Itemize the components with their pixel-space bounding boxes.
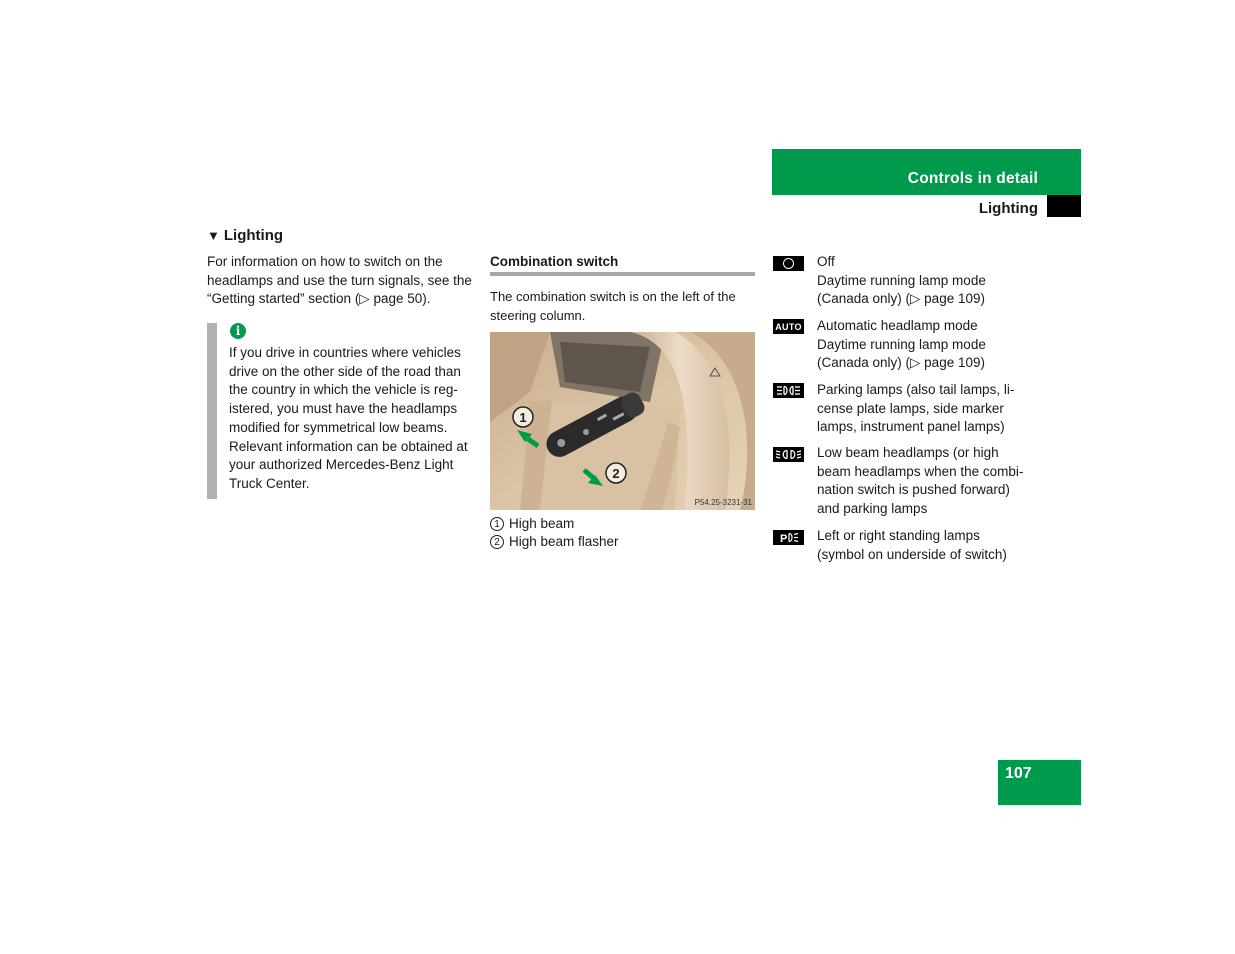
section-marker [1047, 195, 1081, 217]
parking-line-2: cense plate lamps, side marker [817, 400, 1004, 416]
combination-switch-heading: Combination switch [490, 254, 755, 276]
auto-line-1: Automatic headlamp mode [817, 318, 978, 333]
note-bar [207, 323, 217, 499]
auto-symbol-icon [773, 319, 804, 334]
off-line-1: Off [817, 254, 835, 269]
parking-line-3: lamps, instrument panel lamps) [817, 419, 1005, 435]
triangle-down-icon: ▼ [207, 228, 220, 243]
svg-text:P: P [779, 533, 787, 543]
parking-line-1: Parking lamps (also tail lamps, li- [817, 382, 1015, 397]
standing-line-1: Left or right standing lamps [817, 528, 980, 543]
standing-lamps-glyph [778, 532, 800, 543]
low-beam-line-3: nation switch is pushed forward) [817, 482, 1010, 498]
low-beam-icon [773, 447, 804, 462]
combination-switch-photo [490, 332, 755, 510]
off-line-3: (Canada only) (▷ page 109) [817, 291, 985, 307]
lighting-heading-text: Lighting [223, 227, 284, 244]
chapter-header-bar [772, 149, 1081, 195]
caption-text: High beam [509, 516, 575, 531]
auto-symbol-text: AUTO [775, 321, 802, 332]
lighting-heading [207, 227, 283, 244]
standing-lamps-icon [773, 530, 804, 545]
combination-switch-description: The combination switch is on the left of the steering column. [490, 289, 736, 323]
parking-lamps-glyph [776, 385, 801, 396]
off-description [817, 253, 1047, 309]
info-icon: i [230, 323, 246, 339]
note-text: If you drive in countries where vehicles drive on the other side of the road than the country in which the vehicle is reg-istered, you must have the headlamps modified for symmetrical low beams. Relevant information can be obtained at your authorized Mercedes-Benz Light Truck Center. [229, 345, 468, 491]
caption-number: 1 [490, 517, 504, 531]
low-beam-glyph [775, 449, 802, 460]
chapter-title: Controls in detail [907, 170, 1038, 187]
auto-line-2: Daytime running lamp mode [817, 336, 986, 352]
low-beam-line-4: and parking lamps [817, 501, 928, 517]
off-symbol-icon [773, 256, 804, 271]
auto-line-3: (Canada only) (▷ page 109) [817, 355, 985, 371]
page-number: 107 [1005, 765, 1032, 782]
auto-description [817, 317, 1047, 373]
standing-lamps-description [817, 527, 1047, 564]
caption-high-beam [490, 515, 574, 534]
combination-switch-illustration [490, 332, 755, 510]
parking-lamps-icon [773, 383, 804, 398]
photo-callout-1: 1 [519, 410, 527, 425]
photo-callout-2: 2 [612, 466, 620, 481]
info-note [207, 323, 477, 499]
photo-code: P54.25-3231-31 [694, 498, 752, 507]
caption-number: 2 [490, 535, 504, 549]
intro-paragraph: For information on how to switch on the headlamps and use the turn signals, see the “Getting started” section (▷ page 50). [207, 254, 472, 307]
low-beam-line-2: beam headlamps when the combi- [817, 463, 1024, 479]
caption-text: High beam flasher [509, 534, 619, 549]
low-beam-line-1: Low beam headlamps (or high [817, 445, 999, 460]
standing-line-2: (symbol on underside of switch) [817, 546, 1007, 562]
page-number-box [998, 760, 1081, 805]
off-line-2: Daytime running lamp mode [817, 272, 986, 288]
caption-high-beam-flasher [490, 533, 619, 552]
parking-lamps-description [817, 381, 1047, 437]
low-beam-description [817, 444, 1047, 519]
section-title: Lighting [978, 200, 1038, 217]
